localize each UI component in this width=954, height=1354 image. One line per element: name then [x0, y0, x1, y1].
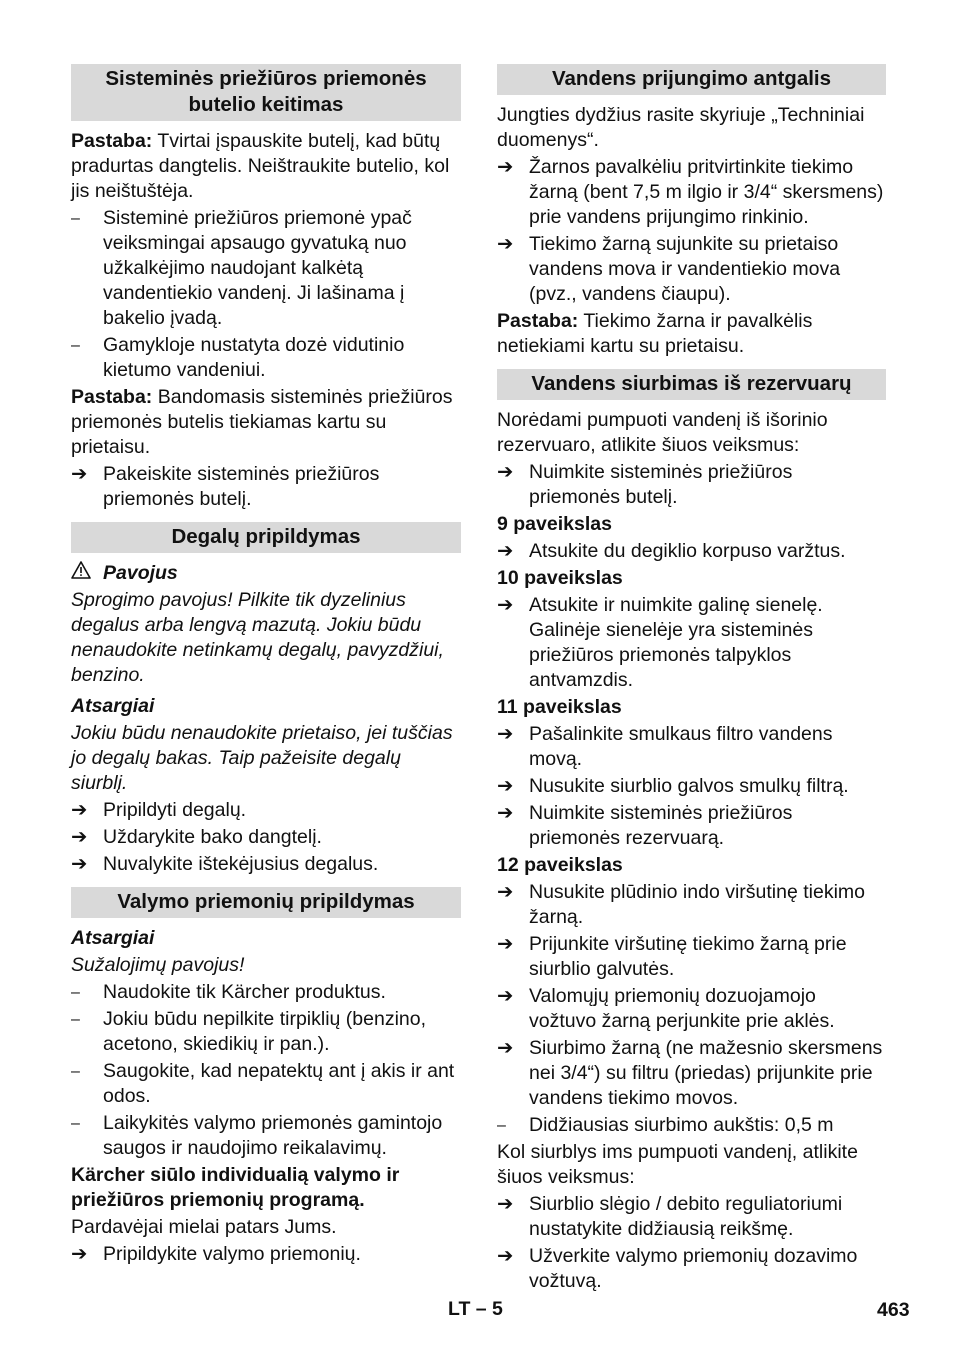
- page-number: 463: [877, 1299, 910, 1321]
- item-text: Tiekimo žarną sujunkite su prietaiso vandens mova ir vandentiekio mova (pvz., vandens čiaupu).: [529, 233, 841, 305]
- note-paragraph: [71, 129, 461, 204]
- arrow-item: [71, 462, 461, 512]
- dash-item: [71, 1007, 461, 1057]
- item-text: Atsukite du degiklio korpuso varžtus.: [529, 540, 846, 562]
- item-text: Jokiu būdu nepilkite tirpiklių (benzino, acetono, skiedikių ir pan.).: [103, 1008, 427, 1055]
- dash-bullet: –: [71, 1063, 80, 1080]
- caution-text: Jokiu būdu nenaudokite prietaiso, jei tuščias jo degalų bakas. Taip pažeisite degalų siurblį.: [71, 722, 453, 794]
- caution-text: Sužalojimų pavojus!: [71, 954, 245, 976]
- arrow-right-icon: ➔: [497, 985, 514, 1007]
- arrow-item: [71, 852, 461, 877]
- dash-item: [71, 1059, 461, 1109]
- dash-item: [71, 1111, 461, 1161]
- arrow-item: [71, 825, 461, 850]
- arrow-item: [497, 1036, 886, 1111]
- warning-triangle-icon: [71, 561, 103, 586]
- danger-heading: [71, 561, 461, 586]
- right-column: [497, 64, 886, 1296]
- item-text: Pakeiskite sisteminės priežiūros priemonės butelį.: [103, 463, 380, 510]
- arrow-right-icon: ➔: [497, 723, 514, 745]
- item-text: Nuimkite sisteminės priežiūros priemonės rezervuarą.: [529, 802, 793, 849]
- danger-text: Sprogimo pavojus! Pilkite tik dyzelinius degalus arba lengvą mazutą. Jokiu būdu nenaudokite netinkamų degalų, pavyzdžiui, benzino.: [71, 589, 444, 686]
- item-text: Sisteminė priežiūros priemonė ypač veiksmingai apsaugo gyvatuką nuo užkalkėjimo naudojant kalkėtą vandentiekio vandenį. Ji lašinama į bakelio įvadą.: [103, 207, 412, 329]
- figure-label: 11 paveikslas: [497, 696, 622, 718]
- arrow-right-icon: ➔: [497, 1037, 514, 1059]
- dash-bullet: –: [71, 1115, 80, 1132]
- note-text: Bandomasis sisteminės priežiūros priemonės butelis tiekiamas kartu su prietaisu.: [71, 386, 453, 458]
- item-text: Atsukite ir nuimkite galinę sienelę. Galinėje sienelėje yra sisteminės priežiūros priemonės talpyklos antvamzdis.: [529, 594, 823, 691]
- arrow-right-icon: ➔: [71, 853, 88, 875]
- item-text: Siurbimo žarną (ne mažesnio skersmens nei 3/4“) su filtru (priedas) prijunkite prie vandens tiekimo movos.: [529, 1037, 883, 1109]
- arrow-right-icon: ➔: [71, 799, 88, 821]
- dash-bullet: –: [71, 337, 80, 354]
- dash-bullet: –: [71, 1011, 80, 1028]
- danger-label: Pavojus: [103, 562, 178, 584]
- bold-statement: Kärcher siūlo individualią valymo ir priežiūros priemonių programą.: [71, 1164, 400, 1211]
- note-paragraph: [497, 309, 886, 359]
- plain-text: Pardavėjai mielai patars Jums.: [71, 1216, 337, 1238]
- arrow-right-icon: ➔: [497, 461, 514, 483]
- note-paragraph: [71, 385, 461, 460]
- arrow-item: [497, 801, 886, 851]
- item-text: Valomųjų priemonių dozuojamojo vožtuvo žarną perjunkite prie aklės.: [529, 985, 835, 1032]
- item-text: Prijunkite viršutinę tiekimo žarną prie siurblio galvutės.: [529, 933, 847, 980]
- arrow-right-icon: ➔: [71, 463, 88, 485]
- arrow-item: [497, 593, 886, 693]
- item-text: Uždarykite bako dangtelį.: [103, 826, 322, 848]
- arrow-right-icon: ➔: [497, 540, 514, 562]
- arrow-item: [497, 1244, 886, 1294]
- arrow-item: [497, 722, 886, 772]
- caution-label: Atsargiai: [71, 695, 155, 717]
- plain-text: Norėdami pumpuoti vandenį iš išorinio rezervuaro, atlikite šiuos veiksmus:: [497, 409, 828, 456]
- arrow-item: [71, 1242, 461, 1267]
- dash-item: [71, 980, 461, 1005]
- arrow-item: [497, 155, 886, 230]
- item-text: Nuvalykite ištekėjusius degalus.: [103, 853, 379, 875]
- item-text: Pripildykite valymo priemonių.: [103, 1243, 361, 1265]
- item-text: Nuimkite sisteminės priežiūros priemonės butelį.: [529, 461, 793, 508]
- section-heading: Vandens siurbimas iš rezervuarų: [497, 369, 886, 400]
- item-text: Pripildyti degalų.: [103, 799, 247, 821]
- section-heading: Degalų pripildymas: [71, 522, 461, 553]
- plain-text: Jungties dydžius rasite skyriuje „Techniniai duomenys“.: [497, 104, 865, 151]
- arrow-right-icon: ➔: [497, 933, 514, 955]
- item-text: Saugokite, kad nepatektų ant į akis ir ant odos.: [103, 1060, 455, 1107]
- arrow-right-icon: ➔: [71, 1243, 88, 1265]
- arrow-right-icon: ➔: [497, 233, 514, 255]
- section-heading: Sisteminės priežiūros priemonės butelio keitimas: [71, 64, 461, 121]
- arrow-item: [497, 1192, 886, 1242]
- left-column: [71, 64, 461, 1269]
- footer-section-label: LT – 5: [448, 1298, 503, 1320]
- section-heading: Vandens prijungimo antgalis: [497, 64, 886, 95]
- arrow-item: [497, 539, 886, 564]
- arrow-item: [497, 984, 886, 1034]
- note-text: Tvirtai įspauskite butelį, kad būtų pradurtas dangtelis. Neištraukite butelio, kol jis neištuštėja.: [71, 130, 450, 202]
- arrow-item: [497, 932, 886, 982]
- figure-label: 9 paveikslas: [497, 513, 612, 535]
- dash-item: [497, 1113, 886, 1138]
- arrow-right-icon: ➔: [497, 594, 514, 616]
- arrow-item: [497, 460, 886, 510]
- arrow-right-icon: ➔: [71, 826, 88, 848]
- arrow-right-icon: ➔: [497, 156, 514, 178]
- item-text: Naudokite tik Kärcher produktus.: [103, 981, 386, 1003]
- item-text: Laikykitės valymo priemonės gamintojo saugos ir naudojimo reikalavimų.: [103, 1112, 443, 1159]
- note-text: Tiekimo žarna ir pavalkėlis netiekiami kartu su prietaisu.: [497, 310, 813, 357]
- section-heading: Valymo priemonių pripildymas: [71, 887, 461, 918]
- item-text: Gamykloje nustatyta dozė vidutinio kietumo vandeniui.: [103, 334, 405, 381]
- note-label: Pastaba:: [71, 386, 153, 408]
- item-text: Siurblio slėgio / debito reguliatoriumi nustatykite didžiausią reikšmę.: [529, 1193, 843, 1240]
- item-text: Nusukite plūdinio indo viršutinę tiekimo žarną.: [529, 881, 866, 928]
- item-text: Užverkite valymo priemonių dozavimo vožtuvą.: [529, 1245, 858, 1292]
- arrow-right-icon: ➔: [497, 802, 514, 824]
- dash-bullet: –: [71, 210, 80, 227]
- caution-label: Atsargiai: [71, 927, 155, 949]
- arrow-item: [497, 232, 886, 307]
- dash-item: [71, 333, 461, 383]
- item-text: Didžiausias siurbimo aukštis: 0,5 m: [529, 1114, 834, 1136]
- note-label: Pastaba:: [497, 310, 579, 332]
- item-text: Pašalinkite smulkaus filtro vandens movą.: [529, 723, 833, 770]
- plain-text: Kol siurblys ims pumpuoti vandenį, atlikite šiuos veiksmus:: [497, 1141, 858, 1188]
- arrow-item: [71, 798, 461, 823]
- arrow-item: [497, 880, 886, 930]
- arrow-right-icon: ➔: [497, 881, 514, 903]
- figure-label: 10 paveikslas: [497, 567, 623, 589]
- arrow-right-icon: ➔: [497, 1245, 514, 1267]
- arrow-right-icon: ➔: [497, 775, 514, 797]
- note-label: Pastaba:: [71, 130, 153, 152]
- dash-bullet: –: [71, 984, 80, 1001]
- dash-bullet: –: [497, 1117, 506, 1134]
- item-text: Nusukite siurblio galvos smulkų filtrą.: [529, 775, 849, 797]
- figure-label: 12 paveikslas: [497, 854, 623, 876]
- arrow-item: [497, 774, 886, 799]
- arrow-right-icon: ➔: [497, 1193, 514, 1215]
- dash-item: [71, 206, 461, 331]
- item-text: Žarnos pavalkėliu pritvirtinkite tiekimo žarną (bent 7,5 m ilgio ir 3/4“ skersmens) prie vandens prijungimo rinkinio.: [529, 156, 884, 228]
